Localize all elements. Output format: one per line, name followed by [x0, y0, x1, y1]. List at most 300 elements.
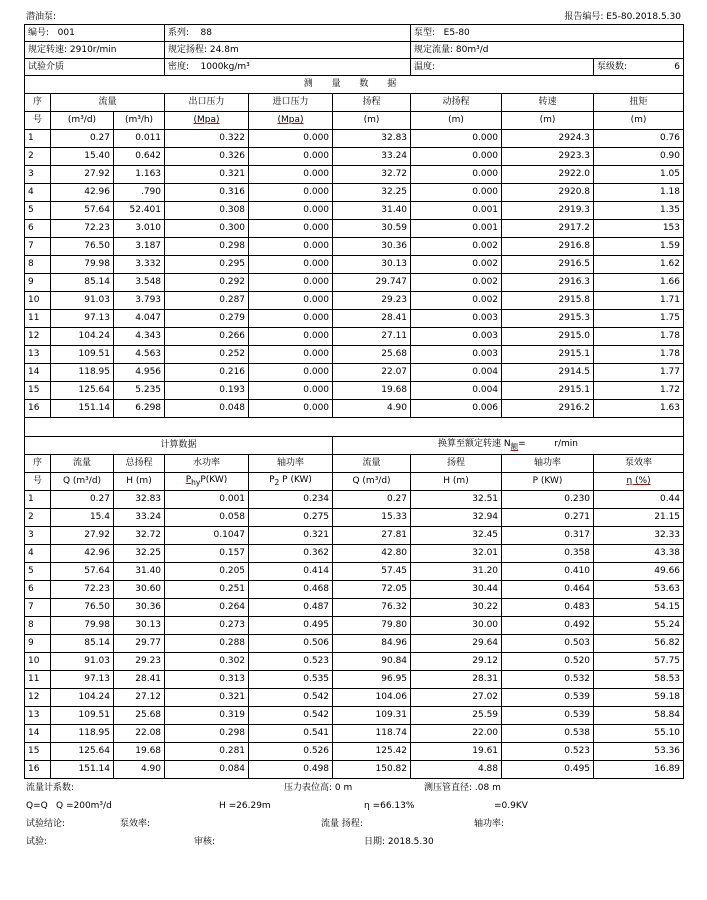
temperature: 温度: — [411, 59, 594, 76]
data-cell: 0.000 — [411, 130, 502, 148]
data-cell: 0.002 — [411, 292, 502, 310]
data-cell: 97.13 — [51, 310, 114, 328]
data-cell: 4.88 — [411, 761, 502, 779]
data-cell: 0.273 — [165, 617, 249, 635]
data-cell: 0.000 — [249, 256, 333, 274]
data-cell: .790 — [114, 184, 165, 202]
row-index: 14 — [25, 364, 51, 382]
report-table — [24, 24, 684, 779]
data-cell: 4.90 — [333, 400, 411, 418]
shaft-power-unit: $P_2$ P (KW) — [249, 473, 333, 491]
data-cell: 0.000 — [249, 184, 333, 202]
data-cell: 58.53 — [594, 671, 684, 689]
row-index: 2 — [25, 509, 51, 527]
data-cell: 0.000 — [249, 238, 333, 256]
data-cell: 2916.2 — [502, 400, 594, 418]
row-index: 14 — [25, 725, 51, 743]
data-cell: 0.468 — [249, 581, 333, 599]
calc-row — [25, 725, 684, 743]
row-index: 8 — [25, 256, 51, 274]
data-cell: 32.94 — [411, 509, 502, 527]
data-cell: 0.308 — [165, 202, 249, 220]
measured-row — [25, 130, 684, 148]
data-cell: 2923.3 — [502, 148, 594, 166]
data-cell: 21.15 — [594, 509, 684, 527]
data-cell: 150.82 — [333, 761, 411, 779]
data-cell: 42.96 — [51, 545, 114, 563]
data-cell: 79.98 — [51, 617, 114, 635]
measured-row — [25, 238, 684, 256]
data-cell: 0.003 — [411, 328, 502, 346]
data-cell: 16.89 — [594, 761, 684, 779]
data-cell: 30.36 — [333, 238, 411, 256]
data-cell: 3.010 — [114, 220, 165, 238]
data-cell: 27.92 — [51, 527, 114, 545]
row-index: 9 — [25, 274, 51, 292]
data-cell: 0.004 — [411, 364, 502, 382]
data-cell: 76.50 — [51, 238, 114, 256]
data-cell: 109.51 — [51, 346, 114, 364]
data-cell: 1.75 — [594, 310, 684, 328]
data-cell: 0.288 — [165, 635, 249, 653]
data-cell: 29.77 — [114, 635, 165, 653]
data-cell: 0.002 — [411, 274, 502, 292]
data-cell: 1.72 — [594, 382, 684, 400]
data-cell: 2916.8 — [502, 238, 594, 256]
data-cell: 30.44 — [411, 581, 502, 599]
data-cell: 0.011 — [114, 130, 165, 148]
data-cell: 32.25 — [114, 545, 165, 563]
data-cell: 0.000 — [249, 292, 333, 310]
row-index: 5 — [25, 563, 51, 581]
data-cell: 0.264 — [165, 599, 249, 617]
data-cell: 85.14 — [51, 274, 114, 292]
ha-value: H =26.29m — [219, 801, 271, 811]
data-cell: 2916.3 — [502, 274, 594, 292]
data-cell: 0.316 — [165, 184, 249, 202]
gauge-height: 压力表位高: 0 m — [284, 783, 353, 793]
data-cell: 0.001 — [411, 202, 502, 220]
data-cell: 76.32 — [333, 599, 411, 617]
data-cell: 31.40 — [333, 202, 411, 220]
converted-title: 换算至额定转速 $N_额=$ r/min — [333, 437, 684, 455]
data-cell: 0.362 — [249, 545, 333, 563]
data-cell: 29.23 — [114, 653, 165, 671]
data-cell: 29.64 — [411, 635, 502, 653]
data-cell: 91.03 — [51, 292, 114, 310]
data-cell: 0.298 — [165, 725, 249, 743]
data-cell: 0.281 — [165, 743, 249, 761]
data-cell: 0.234 — [249, 491, 333, 509]
data-cell: 0.642 — [114, 148, 165, 166]
calc-title: 计算数据 — [25, 437, 333, 455]
data-cell: 56.82 — [594, 635, 684, 653]
data-cell: 2915.8 — [502, 292, 594, 310]
data-cell: 0.084 — [165, 761, 249, 779]
report-footer — [24, 779, 683, 851]
data-cell: 30.60 — [114, 581, 165, 599]
calc-row — [25, 671, 684, 689]
data-cell: 15.33 — [333, 509, 411, 527]
data-cell: 6.298 — [114, 400, 165, 418]
data-cell: 57.75 — [594, 653, 684, 671]
data-cell: 57.64 — [51, 563, 114, 581]
data-cell: 0.193 — [165, 382, 249, 400]
measured-banner: 测 量 数 据 — [25, 76, 684, 94]
data-cell: 0.001 — [411, 220, 502, 238]
data-cell: 72.23 — [51, 220, 114, 238]
row-index: 9 — [25, 635, 51, 653]
data-cell: 22.08 — [114, 725, 165, 743]
pump-series: 88 — [200, 28, 212, 38]
data-cell: 72.23 — [51, 581, 114, 599]
measured-banner-row — [25, 76, 684, 94]
data-cell: 27.12 — [114, 689, 165, 707]
data-cell: 57.64 — [51, 202, 114, 220]
data-cell: 104.06 — [333, 689, 411, 707]
rated-speed: 规定转速: 2910r/min — [25, 42, 165, 59]
data-cell: 3.793 — [114, 292, 165, 310]
data-cell: 1.63 — [594, 400, 684, 418]
row-index: 16 — [25, 400, 51, 418]
data-cell: 0.216 — [165, 364, 249, 382]
data-cell: 57.45 — [333, 563, 411, 581]
data-cell: 0.295 — [165, 256, 249, 274]
data-cell: 0.002 — [411, 238, 502, 256]
data-cell: 1.05 — [594, 166, 684, 184]
data-cell: 2917.2 — [502, 220, 594, 238]
data-cell: 25.68 — [114, 707, 165, 725]
data-cell: 0.27 — [51, 130, 114, 148]
data-cell: 0.76 — [594, 130, 684, 148]
measured-row — [25, 274, 684, 292]
data-cell: 27.02 — [411, 689, 502, 707]
row-index: 11 — [25, 310, 51, 328]
data-cell: 2914.5 — [502, 364, 594, 382]
row-index: 13 — [25, 707, 51, 725]
data-cell: 76.50 — [51, 599, 114, 617]
row-index: 3 — [25, 166, 51, 184]
data-cell: 30.13 — [333, 256, 411, 274]
data-cell: 2924.3 — [502, 130, 594, 148]
data-cell: 0.000 — [249, 130, 333, 148]
spacer-row — [25, 418, 684, 437]
data-cell: 104.24 — [51, 328, 114, 346]
data-cell: 2915.1 — [502, 346, 594, 364]
row-index: 13 — [25, 346, 51, 364]
data-cell: 53.36 — [594, 743, 684, 761]
data-cell: 0.495 — [502, 761, 594, 779]
data-cell: 0.326 — [165, 148, 249, 166]
data-cell: 0.000 — [249, 346, 333, 364]
data-cell: 2920.8 — [502, 184, 594, 202]
flow-coefficient: 流量计系数: — [26, 783, 75, 793]
measured-row — [25, 202, 684, 220]
eta-value: η =66.13% — [364, 801, 415, 811]
measured-row — [25, 166, 684, 184]
data-cell: 28.31 — [411, 671, 502, 689]
data-cell: 29.747 — [333, 274, 411, 292]
calc-row — [25, 509, 684, 527]
data-cell: 79.80 — [333, 617, 411, 635]
measured-row — [25, 184, 684, 202]
data-cell: 96.95 — [333, 671, 411, 689]
data-cell: 31.40 — [114, 563, 165, 581]
data-cell: 4.563 — [114, 346, 165, 364]
data-cell: 151.14 — [51, 400, 114, 418]
data-cell: 3.332 — [114, 256, 165, 274]
data-cell: 153 — [594, 220, 684, 238]
calc-row — [25, 653, 684, 671]
pump-efficiency-label: 泵效率: — [120, 819, 151, 829]
data-cell: 22.00 — [411, 725, 502, 743]
measured-row — [25, 310, 684, 328]
data-cell: 1.71 — [594, 292, 684, 310]
measured-row — [25, 382, 684, 400]
info-row-1: 编号: 001 系列: 88 泵型: E5-80 — [25, 25, 684, 42]
data-cell: 1.78 — [594, 328, 684, 346]
data-cell: 118.95 — [51, 725, 114, 743]
data-cell: 0.003 — [411, 346, 502, 364]
data-cell: 2922.0 — [502, 166, 594, 184]
calc-header-1: 序 流量 总扬程 水功率 轴功率 流量 扬程 轴功率 泵效率 — [25, 455, 684, 473]
data-cell: 0.298 — [165, 238, 249, 256]
data-cell: 32.25 — [333, 184, 411, 202]
calc-row — [25, 563, 684, 581]
tester-label: 试验: — [26, 837, 48, 847]
footer-row-3 — [24, 815, 683, 833]
data-cell: 42.80 — [333, 545, 411, 563]
data-cell: 104.24 — [51, 689, 114, 707]
row-index: 11 — [25, 671, 51, 689]
data-cell: 0.048 — [165, 400, 249, 418]
data-cell: 0.000 — [249, 364, 333, 382]
row-index: 7 — [25, 238, 51, 256]
data-cell: 25.59 — [411, 707, 502, 725]
data-cell: 0.541 — [249, 725, 333, 743]
row-index: 4 — [25, 184, 51, 202]
flow-head-label: 流量 扬程: — [321, 819, 363, 829]
data-cell: 0.319 — [165, 707, 249, 725]
calc-title-row — [25, 437, 684, 455]
data-cell: 58.84 — [594, 707, 684, 725]
calc-row — [25, 581, 684, 599]
data-cell: 0.000 — [249, 382, 333, 400]
data-cell: 0.498 — [249, 761, 333, 779]
calc-row — [25, 599, 684, 617]
calc-header-2: 号 Q (m³/d) H (m) $P_{hy}P(KW)$ $P_2$ P (KW) Q (m³/d) H (m) P (KW) η (%) — [25, 473, 684, 491]
data-cell: 0.526 — [249, 743, 333, 761]
rated-flow: 规定流量: 80m³/d — [411, 42, 684, 59]
data-cell: 0.000 — [249, 310, 333, 328]
calc-row — [25, 707, 684, 725]
data-cell: 0.157 — [165, 545, 249, 563]
data-cell: 0.266 — [165, 328, 249, 346]
data-cell: 84.96 — [333, 635, 411, 653]
data-cell: 0.002 — [411, 256, 502, 274]
data-cell: 0.506 — [249, 635, 333, 653]
data-cell: 0.271 — [502, 509, 594, 527]
pump-number: 001 — [57, 28, 75, 38]
data-cell: 4.343 — [114, 328, 165, 346]
data-cell: 91.03 — [51, 653, 114, 671]
water-power-unit: $P_{hy}P(KW)$ — [165, 473, 249, 491]
row-index: 10 — [25, 292, 51, 310]
footer-row-2 — [24, 797, 683, 815]
data-cell: 27.92 — [51, 166, 114, 184]
data-cell: 109.31 — [333, 707, 411, 725]
measured-header-2: 号 (m³/d) (m³/h) (Mpa) (Mpa) (m) (m) (m) (m) — [25, 112, 684, 130]
data-cell: 85.14 — [51, 635, 114, 653]
data-cell: 0.44 — [594, 491, 684, 509]
shaft-power-label: 轴功率: — [474, 819, 505, 829]
data-cell: 0.539 — [502, 689, 594, 707]
data-cell: 0.520 — [502, 653, 594, 671]
data-cell: 0.542 — [249, 689, 333, 707]
data-cell: 32.01 — [411, 545, 502, 563]
data-cell: 118.74 — [333, 725, 411, 743]
data-cell: 0.001 — [165, 491, 249, 509]
density-value: 1000kg/m³ — [200, 62, 250, 72]
row-index: 7 — [25, 599, 51, 617]
data-cell: 43.38 — [594, 545, 684, 563]
data-cell: 2915.0 — [502, 328, 594, 346]
data-cell: 0.464 — [502, 581, 594, 599]
data-cell: 27.11 — [333, 328, 411, 346]
calc-row — [25, 527, 684, 545]
row-index: 1 — [25, 491, 51, 509]
data-cell: 0.523 — [502, 743, 594, 761]
data-cell: 19.68 — [333, 382, 411, 400]
data-cell: 27.81 — [333, 527, 411, 545]
data-cell: 0.523 — [249, 653, 333, 671]
data-cell: 0.230 — [502, 491, 594, 509]
data-cell: 32.83 — [333, 130, 411, 148]
data-cell: 25.68 — [333, 346, 411, 364]
data-cell: 30.22 — [411, 599, 502, 617]
data-cell: 0.313 — [165, 671, 249, 689]
data-cell: 0.495 — [249, 617, 333, 635]
data-cell: 59.18 — [594, 689, 684, 707]
data-cell: 0.252 — [165, 346, 249, 364]
data-cell: 0.058 — [165, 509, 249, 527]
data-cell: 0.275 — [249, 509, 333, 527]
data-cell: 0.542 — [249, 707, 333, 725]
calc-row — [25, 743, 684, 761]
row-index: 12 — [25, 328, 51, 346]
data-cell: 125.64 — [51, 743, 114, 761]
data-cell: 52.401 — [114, 202, 165, 220]
row-index: 6 — [25, 220, 51, 238]
data-cell: 28.41 — [333, 310, 411, 328]
data-cell: 54.15 — [594, 599, 684, 617]
row-index: 15 — [25, 382, 51, 400]
data-cell: 0.503 — [502, 635, 594, 653]
data-cell: 32.72 — [114, 527, 165, 545]
calc-row — [25, 761, 684, 779]
data-cell: 0.322 — [165, 130, 249, 148]
data-cell: 0.205 — [165, 563, 249, 581]
pump-model: E5-80 — [443, 28, 470, 38]
data-cell: 30.13 — [114, 617, 165, 635]
data-cell: 32.51 — [411, 491, 502, 509]
data-cell: 0.003 — [411, 310, 502, 328]
data-cell: 0.300 — [165, 220, 249, 238]
measured-data-body — [25, 130, 684, 418]
data-cell: 2916.5 — [502, 256, 594, 274]
data-cell: 30.59 — [333, 220, 411, 238]
row-index: 1 — [25, 130, 51, 148]
report-header — [24, 0, 683, 24]
data-cell: 72.05 — [333, 581, 411, 599]
data-cell: 32.83 — [114, 491, 165, 509]
data-cell: 22.07 — [333, 364, 411, 382]
data-cell: 2915.3 — [502, 310, 594, 328]
calc-row — [25, 545, 684, 563]
data-cell: 33.24 — [114, 509, 165, 527]
row-index: 10 — [25, 653, 51, 671]
row-index: 3 — [25, 527, 51, 545]
data-cell: 90.84 — [333, 653, 411, 671]
data-cell: 30.00 — [411, 617, 502, 635]
data-cell: 0.000 — [411, 166, 502, 184]
data-cell: 0.006 — [411, 400, 502, 418]
data-cell: 19.61 — [411, 743, 502, 761]
data-cell: 125.42 — [333, 743, 411, 761]
data-cell: 32.33 — [594, 527, 684, 545]
data-cell: 0.000 — [249, 328, 333, 346]
data-cell: 1.35 — [594, 202, 684, 220]
data-cell: 0.251 — [165, 581, 249, 599]
data-cell: 4.047 — [114, 310, 165, 328]
date-label: 日期: 2018.5.30 — [364, 837, 434, 847]
data-cell: 0.90 — [594, 148, 684, 166]
data-cell: 0.410 — [502, 563, 594, 581]
data-cell: 5.235 — [114, 382, 165, 400]
conclusion-label: 试验结论: — [26, 819, 66, 829]
info-row-2 — [25, 42, 684, 59]
data-cell: 0.539 — [502, 707, 594, 725]
data-cell: 0.358 — [502, 545, 594, 563]
data-cell: 0.000 — [249, 220, 333, 238]
data-cell: 0.279 — [165, 310, 249, 328]
measured-row — [25, 328, 684, 346]
data-cell: 1.59 — [594, 238, 684, 256]
row-index: 16 — [25, 761, 51, 779]
data-cell: 0.1047 — [165, 527, 249, 545]
reviewer-label: 审核: — [194, 837, 216, 847]
row-index: 8 — [25, 617, 51, 635]
calc-row — [25, 689, 684, 707]
data-cell: 2919.3 — [502, 202, 594, 220]
calc-row — [25, 491, 684, 509]
data-cell: 0.000 — [249, 400, 333, 418]
measured-row — [25, 220, 684, 238]
data-cell: 55.24 — [594, 617, 684, 635]
report-number: 报告编号: E5-80.2018.5.30 — [564, 12, 681, 22]
data-cell: 97.13 — [51, 671, 114, 689]
row-index: 6 — [25, 581, 51, 599]
calc-data-body — [25, 491, 684, 779]
data-cell: 79.98 — [51, 256, 114, 274]
data-cell: 0.492 — [502, 617, 594, 635]
data-cell: 29.23 — [333, 292, 411, 310]
measured-row — [25, 346, 684, 364]
data-cell: 0.538 — [502, 725, 594, 743]
data-cell: 0.000 — [249, 166, 333, 184]
data-cell: 0.321 — [165, 166, 249, 184]
data-cell: 1.66 — [594, 274, 684, 292]
